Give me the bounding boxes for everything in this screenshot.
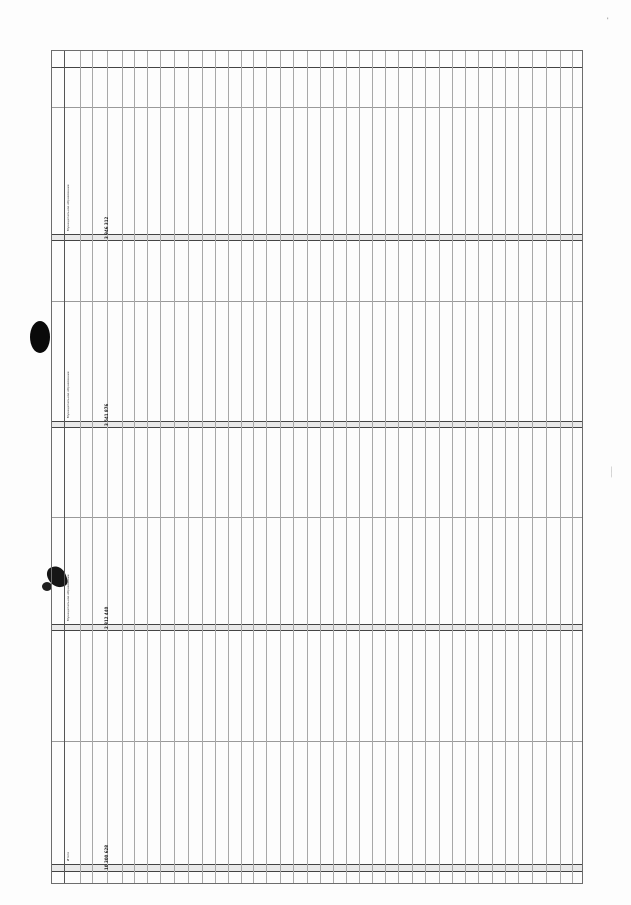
table-column-rule — [492, 51, 493, 883]
table-column-rule — [228, 51, 229, 883]
grand-total: 10 300 628 — [104, 844, 109, 870]
table-column-rule — [215, 51, 216, 883]
section-total: 3 946 312 — [104, 216, 109, 239]
table-rule — [52, 427, 582, 428]
table-rule — [52, 630, 582, 631]
table-column-rule — [307, 51, 308, 883]
table-column-rule — [320, 51, 321, 883]
table-column-rule — [253, 51, 254, 883]
table-column-rule — [518, 51, 519, 883]
table-rule — [52, 624, 582, 625]
table-column-rule — [560, 51, 561, 883]
table-rule — [52, 234, 582, 235]
table-rule — [52, 240, 582, 241]
table-rule — [52, 67, 582, 68]
table-column-rule — [372, 51, 373, 883]
table-column-rule — [160, 51, 161, 883]
table-column-rule — [333, 51, 334, 883]
section-label: Муниципальное образование — [66, 184, 70, 231]
table-column-rule — [280, 51, 281, 883]
section-label: Муниципальное образование — [66, 371, 70, 418]
table-rule — [52, 517, 582, 518]
table-column-rule — [80, 51, 81, 883]
table-column-rule — [92, 51, 93, 883]
table-column-rule — [398, 51, 399, 883]
table-column-rule — [293, 51, 294, 883]
table-rule — [52, 301, 582, 302]
rotated-register-table — [51, 50, 583, 884]
table-column-rule — [188, 51, 189, 883]
table-column-rule — [346, 51, 347, 883]
table-rule — [52, 421, 582, 422]
table-column-rule — [385, 51, 386, 883]
table-column-rule — [465, 51, 466, 883]
table-column-rule — [572, 51, 573, 883]
section-label: Муниципальное образование — [66, 574, 70, 621]
section-total: 3 541 876 — [104, 403, 109, 426]
corner-mark: ' — [607, 17, 609, 24]
table-column-rule — [412, 51, 413, 883]
table-column-rule — [359, 51, 360, 883]
table-column-rule — [505, 51, 506, 883]
section-label: Итого — [66, 851, 70, 861]
table-column-rule — [425, 51, 426, 883]
table-column-rule — [478, 51, 479, 883]
table-column-rule — [122, 51, 123, 883]
table-column-rule — [546, 51, 547, 883]
table-column-rule — [64, 51, 65, 883]
table-column-rule — [202, 51, 203, 883]
table-column-rule — [266, 51, 267, 883]
table-column-rule — [452, 51, 453, 883]
table-column-rule — [532, 51, 533, 883]
table-column-rule — [439, 51, 440, 883]
table-column-rule — [174, 51, 175, 883]
margin-note: ────── — [609, 466, 614, 478]
table-column-rule — [134, 51, 135, 883]
table-column-rule — [241, 51, 242, 883]
summary-band — [52, 864, 582, 871]
ink-blot — [30, 321, 50, 353]
table-rule — [52, 864, 582, 865]
section-total: 2 812 440 — [104, 606, 109, 629]
table-rule — [52, 741, 582, 742]
table-rule — [52, 871, 582, 872]
table-rule — [52, 107, 582, 108]
table-column-rule — [147, 51, 148, 883]
